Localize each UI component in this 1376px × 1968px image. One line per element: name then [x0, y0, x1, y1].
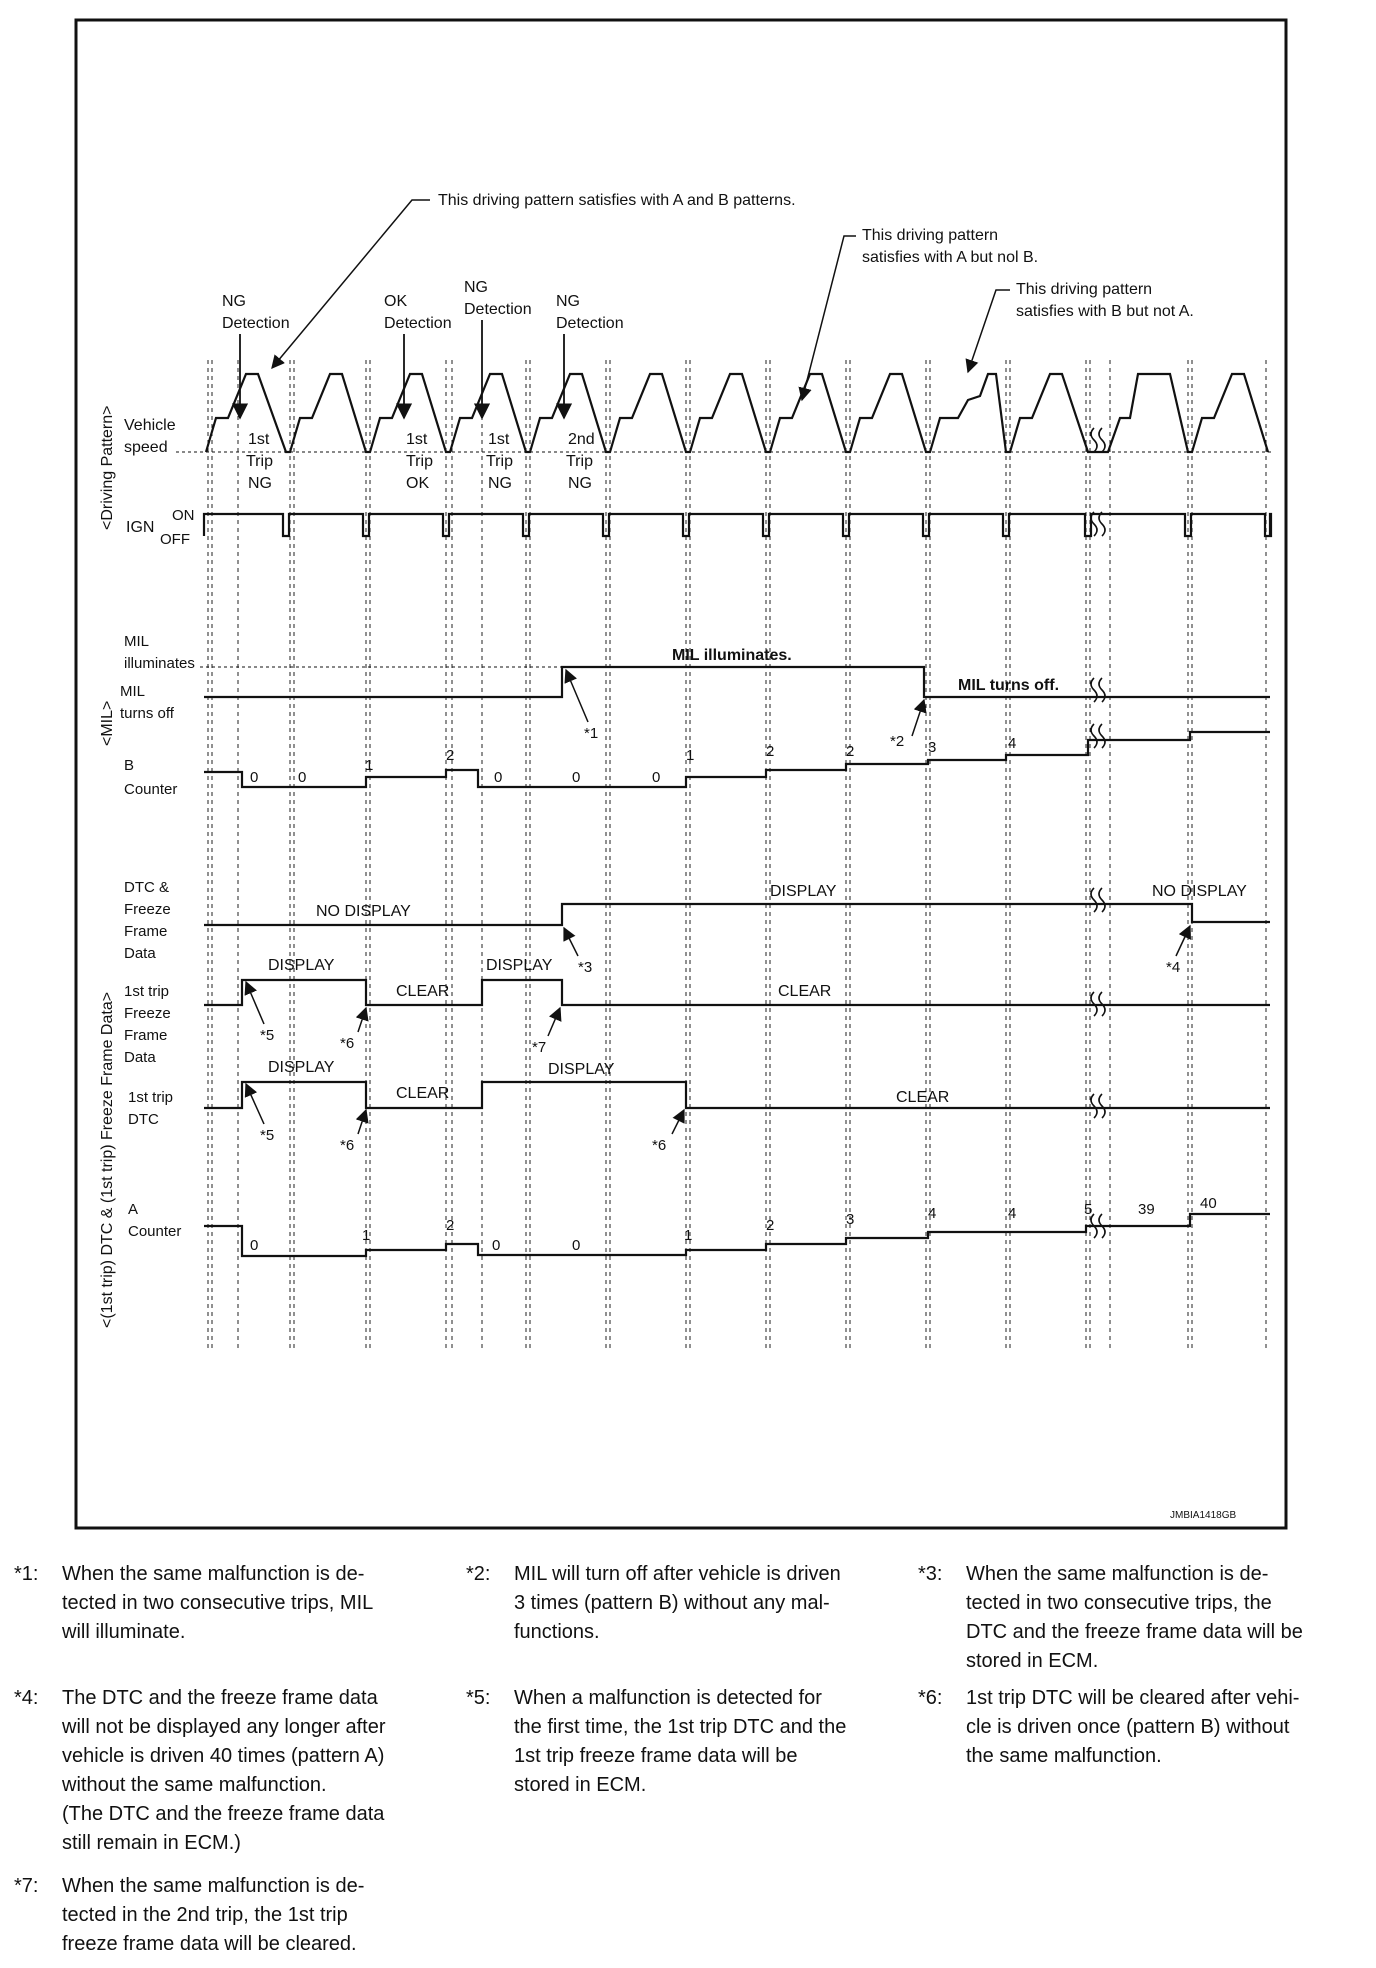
- svg-text:Freeze: Freeze: [124, 1005, 171, 1022]
- svg-text:*6: *6: [340, 1035, 355, 1052]
- svg-text:CLEAR: CLEAR: [778, 983, 832, 1000]
- a-counter-values: [250, 1195, 1217, 1254]
- svg-text:*6: *6: [340, 1137, 355, 1154]
- a-counter-value: 1: [362, 1227, 371, 1244]
- svg-text:*2: *2: [890, 733, 905, 750]
- marker-6c: [652, 1110, 684, 1154]
- svg-text:NG: NG: [556, 293, 580, 310]
- a-counter-value: 4: [1008, 1205, 1017, 1222]
- marker-6b: [340, 1110, 366, 1154]
- svg-text:NG: NG: [248, 475, 272, 492]
- svg-text:This driving pattern: This driving pattern: [1016, 281, 1153, 298]
- svg-text:B: B: [124, 757, 135, 774]
- note-4: *4: The DTC and the freeze frame data will not be displayed any longer after vehicle is driven 40 times (pattern A) without the same malfunction. (The DTC and the freeze frame data still remain in ECM.): [14, 1687, 386, 1854]
- svg-text:NG: NG: [222, 293, 246, 310]
- svg-text:MIL illuminates.: MIL illuminates.: [672, 647, 792, 664]
- svg-text:Counter: Counter: [128, 1223, 182, 1240]
- svg-text:Trip: Trip: [566, 453, 593, 470]
- svg-text:Data: Data: [124, 1049, 156, 1066]
- callout-b-not-a: [968, 281, 1194, 372]
- marker-4: [1166, 926, 1190, 976]
- svg-text:*5: *5: [260, 1127, 275, 1144]
- group-labels: [99, 405, 116, 1328]
- svg-text:This driving pattern satisfies: This driving pattern satisfies with A and B patterns.: [438, 192, 796, 209]
- svg-text:CLEAR: CLEAR: [396, 983, 450, 1000]
- svg-text:1st: 1st: [406, 431, 428, 448]
- svg-text:MIL turns off.: MIL turns off.: [958, 677, 1060, 694]
- svg-text:*4: *4: [1166, 959, 1181, 976]
- svg-text:DISPLAY: DISPLAY: [268, 1059, 335, 1076]
- ign-trace: [204, 514, 1271, 536]
- b-counter-value: 4: [1008, 735, 1017, 752]
- svg-text:Detection: Detection: [556, 315, 624, 332]
- b-counter-value: 3: [928, 739, 937, 756]
- svg-text:1st: 1st: [248, 431, 270, 448]
- b-counter-value: 0: [652, 769, 661, 786]
- b-counter-value: 0: [572, 769, 581, 786]
- marker-7: [532, 1008, 560, 1056]
- a-counter-value: 4: [928, 1205, 937, 1222]
- time-break-marks: [1091, 428, 1105, 1238]
- b-counter-value: 0: [298, 769, 307, 786]
- callout-a-not-b: [802, 227, 1038, 400]
- svg-text:MIL: MIL: [124, 633, 150, 650]
- marker-6a: [340, 1008, 366, 1052]
- svg-text:Trip: Trip: [246, 453, 273, 470]
- b-counter-value: 0: [250, 769, 259, 786]
- callout-ab: [272, 192, 796, 368]
- marker-5a: [246, 982, 274, 1044]
- svg-text:<Driving Pattern>: <Driving Pattern>: [99, 405, 116, 530]
- guide-lines: [208, 360, 1266, 1350]
- marker-1: [566, 670, 598, 742]
- svg-text:DISPLAY: DISPLAY: [486, 957, 553, 974]
- a-counter-value: 40: [1200, 1195, 1217, 1212]
- svg-text:1st trip: 1st trip: [124, 983, 170, 1000]
- svg-text:*6: *6: [652, 1137, 667, 1154]
- marker-5b: [246, 1084, 274, 1144]
- svg-text:<MIL>: <MIL>: [99, 700, 116, 746]
- note-3: *3: When the same malfunction is de- tected in two consecutive trips, the DTC and the freeze frame data will be stored in ECM.: [918, 1563, 1303, 1672]
- first-trip-freeze-row: [204, 957, 1270, 1005]
- svg-text:DISPLAY: DISPLAY: [548, 1061, 615, 1078]
- svg-text:*7: *7: [532, 1039, 547, 1056]
- a-counter-value: 0: [572, 1237, 581, 1254]
- svg-text:OFF: OFF: [160, 531, 190, 548]
- svg-text:Frame: Frame: [124, 1027, 168, 1044]
- figure-code: JMBIA1418GB: [1170, 1510, 1237, 1521]
- detection-labels: [222, 279, 624, 418]
- svg-text:IGN: IGN: [126, 519, 155, 536]
- svg-text:DTC &: DTC &: [124, 879, 169, 896]
- svg-text:NO DISPLAY: NO DISPLAY: [1152, 883, 1247, 900]
- svg-text:Detection: Detection: [464, 301, 532, 318]
- b-counter-value: 2: [846, 743, 855, 760]
- svg-text:1st trip: 1st trip: [128, 1089, 174, 1106]
- svg-text:1st: 1st: [488, 431, 510, 448]
- note-6: *6: 1st trip DTC will be cleared after vehi- cle is driven once (pattern B) without the same malfunction.: [918, 1687, 1300, 1767]
- a-counter-value: 2: [766, 1217, 775, 1234]
- b-counter-value: 1: [686, 747, 695, 764]
- svg-text:Detection: Detection: [222, 315, 290, 332]
- svg-text:illuminates: illuminates: [124, 655, 195, 672]
- svg-text:*5: *5: [260, 1027, 275, 1044]
- b-counter-value: 2: [446, 747, 455, 764]
- row-labels: [120, 417, 195, 1240]
- svg-text:Trip: Trip: [486, 453, 513, 470]
- svg-text:A: A: [128, 1201, 139, 1218]
- svg-text:Trip: Trip: [406, 453, 433, 470]
- a-counter-value: 2: [446, 1217, 455, 1234]
- a-counter-value: 0: [492, 1237, 501, 1254]
- b-counter-value: 2: [766, 743, 775, 760]
- svg-text:speed: speed: [124, 439, 168, 456]
- a-counter-value: 1: [684, 1227, 693, 1244]
- svg-text:*1: *1: [584, 725, 599, 742]
- svg-text:CLEAR: CLEAR: [396, 1085, 450, 1102]
- note-1: *1: When the same malfunction is de- tected in two consecutive trips, MIL will illuminate.: [14, 1563, 374, 1643]
- vehicle-speed-trace: [206, 374, 1268, 452]
- svg-text:Detection: Detection: [384, 315, 452, 332]
- a-counter-value: 39: [1138, 1201, 1155, 1218]
- b-counter-value: 1: [365, 757, 374, 774]
- svg-text:NG: NG: [464, 279, 488, 296]
- svg-text:ON: ON: [172, 507, 195, 524]
- trip-labels: [246, 431, 595, 492]
- svg-text:Vehicle: Vehicle: [124, 417, 176, 434]
- svg-text:*3: *3: [578, 959, 593, 976]
- marker-2: [890, 700, 924, 750]
- svg-text:Freeze: Freeze: [124, 901, 171, 918]
- svg-text:NG: NG: [568, 475, 592, 492]
- svg-text:2nd: 2nd: [568, 431, 595, 448]
- svg-text:OK: OK: [384, 293, 408, 310]
- note-5: *5: When a malfunction is detected for the first time, the 1st trip DTC and the 1st trip freeze frame data will be stored in ECM.: [466, 1687, 847, 1796]
- svg-text:MIL: MIL: [120, 683, 146, 700]
- svg-text:DISPLAY: DISPLAY: [770, 883, 837, 900]
- svg-text:Data: Data: [124, 945, 156, 962]
- svg-text:NO DISPLAY: NO DISPLAY: [316, 903, 411, 920]
- svg-text:NG: NG: [488, 475, 512, 492]
- a-counter-value: 3: [846, 1211, 855, 1228]
- note-7: *7: When the same malfunction is de- tected in the 2nd trip, the 1st trip freeze frame data will be cleared.: [14, 1875, 365, 1955]
- svg-text:OK: OK: [406, 475, 430, 492]
- a-counter-value: 5: [1084, 1201, 1093, 1218]
- svg-text:Counter: Counter: [124, 781, 178, 798]
- marker-3: [564, 928, 592, 976]
- svg-text:turns off: turns off: [120, 705, 174, 722]
- svg-text:This driving pattern: This driving pattern: [862, 227, 999, 244]
- svg-text:DISPLAY: DISPLAY: [268, 957, 335, 974]
- svg-text:satisfies with B but not A.: satisfies with B but not A.: [1016, 303, 1194, 320]
- svg-text:CLEAR: CLEAR: [896, 1089, 950, 1106]
- svg-text:satisfies with A but nol B.: satisfies with A but nol B.: [862, 249, 1039, 266]
- b-counter-value: 0: [494, 769, 503, 786]
- note-2: *2: MIL will turn off after vehicle is driven 3 times (pattern B) without any mal- functions.: [466, 1563, 841, 1643]
- svg-text:DTC: DTC: [128, 1111, 159, 1128]
- a-counter-value: 0: [250, 1237, 259, 1254]
- svg-text:Frame: Frame: [124, 923, 168, 940]
- svg-text:<(1st trip) DTC & (1st trip) F: <(1st trip) DTC & (1st trip) Freeze Frame Data>: [99, 991, 116, 1328]
